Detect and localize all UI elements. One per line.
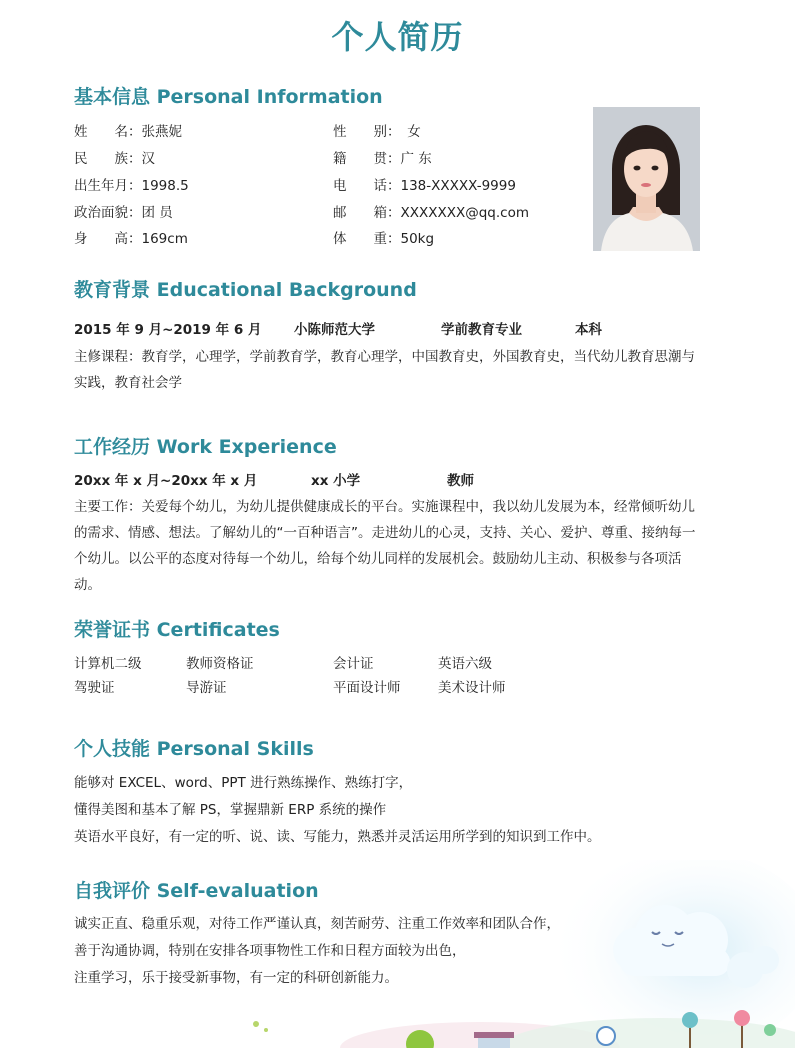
info-label: 体 重： (333, 231, 401, 247)
section-title-skills: 个人技能 Personal Skills (74, 738, 314, 760)
info-label: 籍 贯： (333, 151, 401, 167)
edu-courses: 主修课程：教育学，心理学，学前教育学，教育心理学，中国教育史，外国教育史，当代幼儿教育思潮与实践，教育社会学 (74, 349, 695, 391)
info-row-gender (333, 122, 421, 142)
section-title-basic: 基本信息 Personal Information (74, 86, 383, 108)
info-value: 169cm (141, 231, 188, 247)
page-title: 个人简历 (331, 18, 464, 56)
info-row-political (74, 203, 173, 223)
edu-major: 学前教育专业 (441, 322, 522, 338)
cert-item: 会计证 (333, 656, 374, 672)
work-company: xx 小学 (311, 473, 361, 489)
section-title-work: 工作经历 Work Experience (74, 436, 337, 458)
edu-school: 小陈师范大学 (294, 322, 375, 338)
info-row-ethnicity (74, 149, 155, 169)
info-row-weight (333, 229, 434, 249)
info-value: 张燕妮 (141, 124, 182, 140)
info-label: 民 族： (74, 151, 142, 167)
cert-item: 美术设计师 (438, 680, 506, 696)
info-label: 身 高： (74, 231, 142, 247)
cert-item: 导游证 (186, 680, 227, 696)
section-title-education: 教育背景 Educational Background (74, 279, 417, 301)
info-row-email (333, 203, 529, 223)
profile-photo (593, 107, 700, 251)
edu-degree: 本科 (575, 322, 602, 338)
cert-item: 英语六级 (438, 656, 492, 672)
info-row-name (74, 122, 182, 142)
section-title-self: 自我评价 Self-evaluation (74, 880, 319, 902)
info-row-height (74, 229, 188, 249)
info-value: 广 东 (400, 151, 432, 167)
info-label: 政治面貌： (74, 205, 142, 221)
work-description: 主要工作：关爱每个幼儿，为幼儿提供健康成长的平台。实施课程中，我以幼儿发展为本，经常倾听幼儿的需求、情感、想法。了解幼儿的“一百种语言”。走进幼儿的心灵，支持、关心、爱护、尊重、接纳每一个幼儿。以公平的态度对待每一个幼儿，给每个幼儿同样的发展机会。鼓励幼儿主动、积极参与各项活动。 (74, 499, 696, 593)
self-eval-line: 诚实正直、稳重乐观，对待工作严谨认真，刻苦耐劳、注重工作效率和团队合作， (74, 916, 560, 932)
info-value: 1998.5 (141, 178, 189, 194)
portrait-image (593, 107, 700, 251)
info-row-birth (74, 176, 189, 196)
skill-line: 能够对 EXCEL、word、PPT 进行熟练操作、熟练打字， (74, 775, 413, 791)
info-row-phone (333, 176, 516, 196)
cert-item: 教师资格证 (186, 656, 254, 672)
info-value: 50kg (400, 231, 435, 247)
self-eval-line: 注重学习，乐于接受新事物，有一定的科研创新能力。 (74, 970, 398, 986)
work-period: 20xx 年 x 月~20xx 年 x 月 (74, 473, 258, 489)
info-value: 138-XXXXX-9999 (400, 178, 516, 194)
work-position: 教师 (447, 473, 474, 489)
cert-item: 平面设计师 (333, 680, 401, 696)
info-value: XXXXXXX@qq.com (400, 205, 530, 221)
info-row-hometown (333, 149, 432, 169)
info-value: 女 (393, 124, 421, 140)
info-value: 团 员 (141, 205, 173, 221)
skill-line: 懂得美图和基本了解 PS，掌握鼎新 ERP 系统的操作 (74, 802, 387, 818)
section-title-certs: 荣誉证书 Certificates (74, 619, 280, 641)
skill-line: 英语水平良好，有一定的听、说、读、写能力，熟悉并灵活运用所学到的知识到工作中。 (74, 829, 601, 845)
edu-period: 2015 年 9 月~2019 年 6 月 (74, 322, 262, 338)
cert-item: 计算机二级 (74, 656, 142, 672)
info-value: 汉 (141, 151, 155, 167)
landscape-decoration (0, 1000, 795, 1048)
info-label: 出生年月： (74, 178, 142, 194)
cert-item: 驾驶证 (74, 680, 115, 696)
info-label: 邮 箱： (333, 205, 401, 221)
info-label: 性 别： (333, 124, 394, 140)
info-label: 电 话： (333, 178, 401, 194)
self-eval-line: 善于沟通协调，特别在安排各项事物性工作和日程方面较为出色， (74, 943, 466, 959)
info-label: 姓 名： (74, 124, 142, 140)
